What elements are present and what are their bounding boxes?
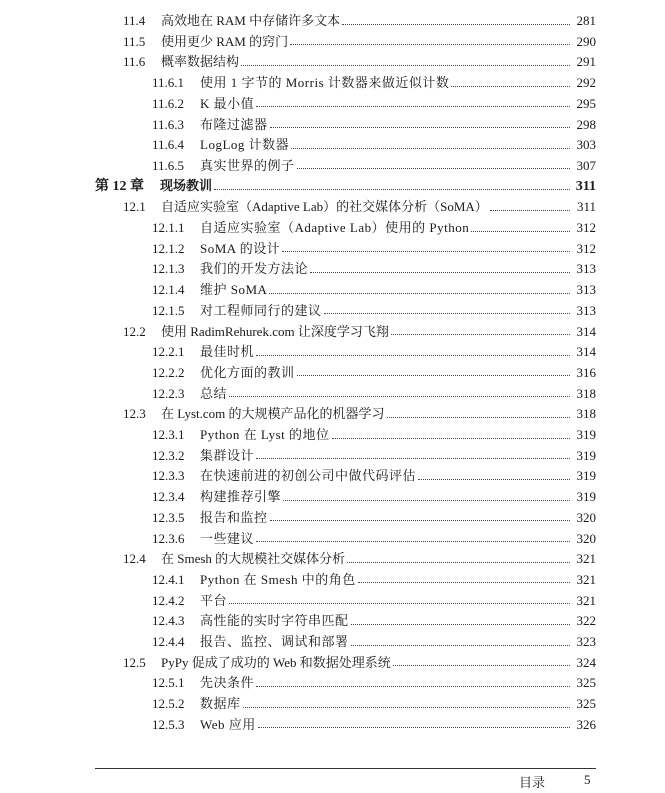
toc-entry-page: 325	[576, 696, 596, 712]
toc-entry-title: 真实世界的例子	[200, 157, 295, 173]
toc-entry-number: 第 12 章	[95, 178, 144, 194]
toc-chapter-entry	[95, 177, 596, 197]
toc-dot-leader	[270, 127, 570, 128]
toc-entry-title: 在快速前进的初创公司中做代码评估	[200, 468, 417, 484]
toc-dot-leader	[256, 106, 570, 107]
toc-entry-title: 我们的开发方法论	[200, 261, 309, 277]
toc-section-entry	[123, 197, 596, 217]
toc-entry-page: 318	[576, 406, 596, 422]
toc-entry-number: 12.3	[123, 406, 146, 422]
toc-dot-leader	[290, 44, 570, 45]
toc-entry-title: Python 在 Smesh 中的角色	[200, 571, 356, 587]
toc-dot-leader	[258, 727, 570, 728]
toc-entry-page: 320	[576, 509, 596, 525]
toc-entry-page: 290	[576, 33, 596, 49]
toc-entry-title: 优化方面的教训	[200, 364, 295, 380]
toc-entry-page: 303	[576, 137, 596, 153]
toc-entry-page: 321	[576, 592, 596, 608]
toc-dot-leader	[297, 168, 570, 169]
toc-entry-page: 314	[576, 344, 596, 360]
toc-dot-leader	[347, 562, 570, 563]
toc-entry-title: 先决条件	[200, 675, 255, 691]
toc-subsection-entry	[152, 135, 596, 155]
toc-entry-title: 报告和监控	[200, 509, 268, 525]
footer-page-number: 5	[584, 772, 591, 787]
toc-dot-leader	[229, 396, 570, 397]
toc-section-entry	[123, 52, 596, 72]
footer-rule	[95, 768, 596, 769]
toc-entry-page: 311	[576, 199, 596, 215]
toc-dot-leader	[332, 438, 571, 439]
toc-subsection-entry	[152, 425, 596, 445]
toc-entry-number: 12.3.4	[152, 489, 185, 505]
toc-entry-number: 12.3.3	[152, 468, 185, 484]
toc-entry-title: 集群设计	[200, 447, 255, 463]
toc-entry-number: 12.5.1	[152, 675, 185, 691]
toc-entry-title: 高效地在 RAM 中存储许多文本	[161, 13, 341, 28]
toc-entry-page: 312	[576, 240, 596, 256]
toc-subsection-entry	[152, 94, 596, 114]
toc-entry-number: 12.2.2	[152, 364, 185, 380]
toc-entry-page: 323	[576, 634, 596, 649]
toc-subsection-entry	[152, 218, 596, 238]
toc-dot-leader	[342, 24, 570, 25]
toc-dot-leader	[256, 355, 570, 356]
toc-dot-leader	[256, 686, 570, 687]
toc-entry-number: 12.4.1	[152, 571, 185, 587]
toc-entry-page: 319	[576, 447, 596, 463]
toc-subsection-entry	[152, 301, 596, 321]
toc-subsection-entry	[152, 673, 596, 693]
toc-dot-leader	[324, 313, 570, 314]
toc-entry-page: 292	[576, 75, 596, 91]
toc-dot-leader	[282, 251, 570, 252]
toc-entry-title: 报告、监控、调试和部署	[200, 634, 349, 649]
toc-entry-page: 319	[576, 468, 596, 484]
toc-entry-title: 在 Lyst.com 的大规模产品化的机器学习	[161, 406, 385, 422]
toc-entry-title: 布隆过滤器	[200, 116, 268, 132]
toc-dot-leader	[214, 189, 570, 190]
toc-subsection-entry	[152, 259, 596, 279]
toc-dot-leader	[490, 210, 570, 211]
toc-entry-page: 307	[576, 157, 596, 173]
toc-entry-title: 总结	[200, 385, 228, 401]
toc-subsection-entry	[152, 694, 596, 714]
toc-entry-number: 12.4	[123, 551, 146, 567]
toc-subsection-entry	[152, 239, 596, 259]
toc-entry-number: 12.3.6	[152, 530, 185, 546]
toc-subsection-entry	[152, 632, 596, 652]
toc-entry-page: 319	[576, 489, 596, 505]
toc-entry-title: PyPy 促成了成功的 Web 和数据处理系统	[161, 654, 391, 670]
toc-entry-page: 325	[576, 675, 596, 691]
toc-entry-number: 11.6.4	[152, 137, 185, 153]
toc-dot-leader	[393, 665, 570, 666]
toc-entry-number: 11.5	[123, 33, 146, 49]
toc-entry-title: 概率数据结构	[161, 54, 240, 70]
toc-entry-title: Web 应用	[200, 716, 256, 732]
toc-entry-number: 12.1.3	[152, 261, 185, 277]
toc-entry-number: 11.6.1	[152, 75, 185, 91]
toc-entry-page: 326	[576, 716, 596, 732]
toc-dot-leader	[256, 458, 570, 459]
toc-entry-page: 312	[576, 220, 596, 235]
toc-entry-number: 12.4.2	[152, 592, 185, 608]
toc-entry-title: Python 在 Lyst 的地位	[200, 427, 330, 442]
toc-entry-page: 298	[576, 116, 596, 132]
toc-dot-leader	[256, 541, 570, 542]
toc-entry-number: 12.2.1	[152, 344, 185, 360]
toc-entry-number: 12.2	[123, 323, 146, 339]
toc-dot-leader	[297, 375, 570, 376]
toc-dot-leader	[351, 624, 570, 625]
toc-subsection-entry	[152, 446, 596, 466]
toc-entry-title: 使用 RadimRehurek.com 让深度学习飞翔	[161, 323, 389, 339]
toc-entry-page: 291	[576, 54, 596, 70]
toc-entry-number: 12.1.1	[152, 220, 185, 235]
toc-dot-leader	[358, 582, 570, 583]
toc-entry-number: 12.3.1	[152, 427, 185, 442]
toc-entry-title: K 最小值	[200, 95, 255, 111]
toc-subsection-entry	[152, 570, 596, 590]
toc-entry-page: 320	[576, 530, 596, 546]
toc-entry-number: 12.4.4	[152, 634, 185, 649]
toc-entry-page: 324	[576, 654, 596, 670]
toc-entry-page: 321	[576, 551, 596, 567]
toc-entry-title: 高性能的实时字符串匹配	[200, 613, 349, 629]
toc-dot-leader	[310, 272, 570, 273]
toc-dot-leader	[229, 603, 570, 604]
toc-entry-title: 现场教训	[160, 178, 213, 194]
toc-subsection-entry	[152, 487, 596, 507]
toc-dot-leader	[283, 500, 570, 501]
toc-entry-number: 11.6.5	[152, 157, 185, 173]
toc-entry-page: 319	[576, 427, 596, 442]
toc-entry-page: 313	[576, 282, 596, 298]
toc-subsection-entry	[152, 715, 596, 735]
toc-subsection-entry	[152, 529, 596, 549]
toc-entry-title: 最佳时机	[200, 344, 255, 360]
toc-entry-page: 295	[576, 95, 596, 111]
toc-dot-leader	[471, 231, 570, 232]
toc-entry-number: 12.2.3	[152, 385, 185, 401]
toc-subsection-entry	[152, 342, 596, 362]
toc-entry-number: 12.1.2	[152, 240, 185, 256]
toc-entry-page: 316	[576, 364, 596, 380]
toc-section-entry	[123, 11, 596, 31]
toc-dot-leader	[387, 417, 570, 418]
toc-entry-page: 281	[576, 13, 596, 28]
toc-entry-page: 311	[575, 178, 596, 194]
toc-entry-title: 对工程师同行的建议	[200, 302, 322, 318]
toc-entry-page: 314	[576, 323, 596, 339]
toc-entry-title: 维护 SoMA	[200, 282, 268, 298]
toc-entry-number: 12.1	[123, 199, 146, 215]
toc-entry-page: 318	[576, 385, 596, 401]
toc-dot-leader	[391, 334, 570, 335]
toc-subsection-entry	[152, 73, 596, 93]
toc-entry-title: LogLog 计数器	[200, 137, 290, 153]
toc-entry-number: 12.5.3	[152, 716, 185, 732]
footer-label: 目录	[519, 776, 546, 791]
toc-entry-title: 一些建议	[200, 530, 255, 546]
toc-section-entry	[123, 549, 596, 569]
toc-entry-number: 11.4	[123, 13, 146, 28]
toc-subsection-entry	[152, 611, 596, 631]
toc-dot-leader	[418, 479, 570, 480]
toc-subsection-entry	[152, 280, 596, 300]
toc-subsection-entry	[152, 466, 596, 486]
toc-section-entry	[123, 32, 596, 52]
toc-entry-title: 在 Smesh 的大规模社交媒体分析	[161, 551, 346, 567]
toc-entry-page: 313	[576, 261, 596, 277]
toc-entry-title: 数据库	[200, 696, 241, 712]
toc-entry-title: SoMA 的设计	[200, 240, 281, 256]
toc-entry-title: 自适应实验室（Adaptive Lab）的社交媒体分析（SoMA）	[161, 199, 488, 215]
toc-dot-leader	[451, 86, 570, 87]
toc-entry-number: 12.1.4	[152, 282, 185, 298]
toc-entry-title: 构建推荐引擎	[200, 489, 282, 505]
toc-entry-number: 11.6.2	[152, 95, 185, 111]
toc-subsection-entry	[152, 384, 596, 404]
toc-entry-page: 322	[576, 613, 596, 629]
toc-entry-number: 12.4.3	[152, 613, 185, 629]
toc-entry-page: 321	[576, 571, 596, 587]
toc-subsection-entry	[152, 508, 596, 528]
toc-entry-number: 11.6.3	[152, 116, 185, 132]
toc-entry-number: 12.5.2	[152, 696, 185, 712]
toc-entry-number: 12.3.5	[152, 509, 185, 525]
toc-section-entry	[123, 404, 596, 424]
toc-entry-number: 11.6	[123, 54, 146, 70]
toc-entry-title: 自适应实验室（Adaptive Lab）使用的 Python	[200, 220, 470, 235]
toc-subsection-entry	[152, 115, 596, 135]
toc-entry-title: 平台	[200, 592, 228, 608]
toc-entry-number: 12.3.2	[152, 447, 185, 463]
toc-section-entry	[123, 653, 596, 673]
toc-entry-title: 使用更少 RAM 的窍门	[161, 33, 289, 49]
toc-entry-number: 12.5	[123, 654, 146, 670]
toc-section-entry	[123, 322, 596, 342]
toc-dot-leader	[241, 65, 570, 66]
toc-dot-leader	[351, 645, 570, 646]
toc-dot-leader	[243, 707, 570, 708]
toc-subsection-entry	[152, 363, 596, 383]
toc-subsection-entry	[152, 156, 596, 176]
toc-entry-number: 12.1.5	[152, 302, 185, 318]
toc-dot-leader	[291, 148, 570, 149]
toc-entry-page: 313	[576, 302, 596, 318]
toc-subsection-entry	[152, 591, 596, 611]
toc-dot-leader	[270, 520, 570, 521]
toc-entry-title: 使用 1 字节的 Morris 计数器来做近似计数	[200, 75, 450, 91]
toc-dot-leader	[269, 293, 570, 294]
